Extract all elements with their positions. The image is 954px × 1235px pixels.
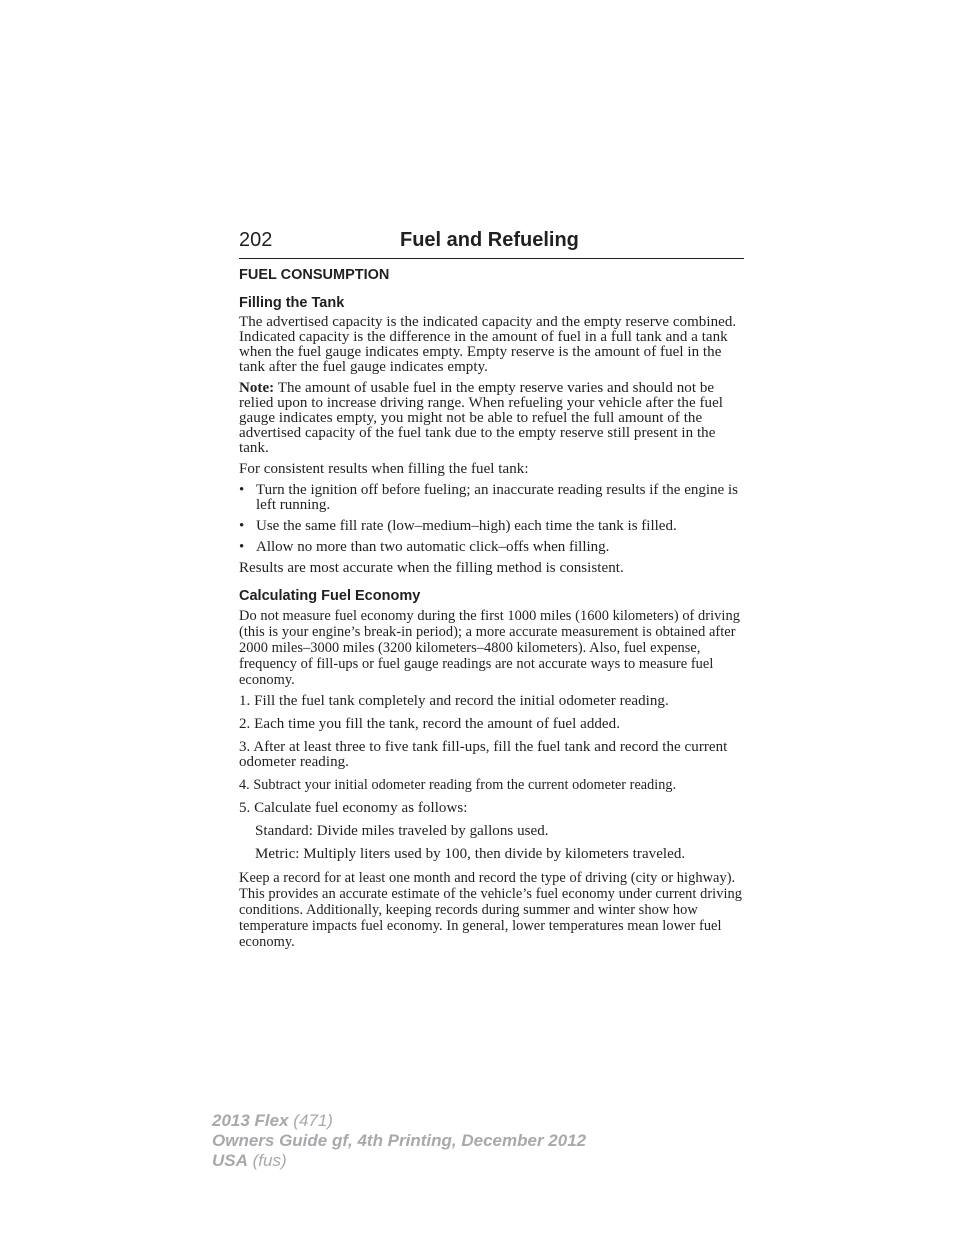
step-4: 4. Subtract your initial odometer reading from the current odometer reading. xyxy=(239,777,677,793)
bullet-icon: • xyxy=(239,539,245,555)
list-item: • Allow no more than two automatic click–offs when filling. xyxy=(239,539,610,555)
closing-paragraph: Keep a record for at least one month and record the type of driving (city or highway). This provides an accurate estimate of the vehicle’s fuel economy under current driving conditions. Additionally, keeping records during summer and winter show how temperature impacts fuel economy. In general, lower temperatures mean lower fuel economy. xyxy=(239,870,742,950)
note-label: Note: xyxy=(239,380,275,396)
list-item: • Turn the ignition off before fueling; an inaccurate reading results if the engine is left running. xyxy=(239,482,738,513)
standard-formula: Standard: Divide miles traveled by gallons used. xyxy=(255,823,549,839)
footer-line-1: 2013 Flex (471) xyxy=(212,1111,333,1130)
footer-line-2: Owners Guide gf, 4th Printing, December 2012 xyxy=(212,1131,587,1150)
filling-intro: For consistent results when filling the fuel tank: xyxy=(239,461,529,477)
bullet-icon: • xyxy=(239,482,245,498)
list-item: • Use the same fill rate (low–medium–high) each time the tank is filled. xyxy=(239,518,677,534)
bullet-icon: • xyxy=(239,518,245,534)
page-number: 202 xyxy=(239,229,273,251)
page-footer xyxy=(212,1111,586,1171)
page-header xyxy=(239,229,744,259)
section-title: FUEL CONSUMPTION xyxy=(239,267,390,283)
chapter-title: Fuel and Refueling xyxy=(400,229,579,251)
step-5: 5. Calculate fuel economy as follows: xyxy=(239,800,468,816)
filling-paragraph: The advertised capacity is the indicated capacity and the empty reserve combined. Indicated capacity is the difference in the amount of fuel in a full tank and a tank when the fuel gauge indicates empty. Empty reserve is the amount of fuel in the tank after the fuel gauge indicates empty. xyxy=(239,314,737,375)
note-text: The amount of usable fuel in the empty reserve varies and should not be relied upon to increase driving range. When refueling your vehicle after the fuel gauge indicates empty, you might not be able to refuel the full amount of the advertised capacity of the fuel tank due to the empty reserve still present in the tank. xyxy=(239,380,723,456)
filling-heading: Filling the Tank xyxy=(239,295,345,311)
calculating-intro: Do not measure fuel economy during the first 1000 miles (1600 kilometers) of driving (this is your engine’s break-in period); a more accurate measurement is obtained after 2000 miles–3000 miles (3200 kilometers–4800 kilometers). Also, fuel expense, frequency of fill-ups or fuel gauge readings are not accurate ways to measure fuel economy. xyxy=(239,608,740,688)
metric-formula: Metric: Multiply liters used by 100, then divide by kilometers traveled. xyxy=(255,846,686,862)
step-3: 3. After at least three to five tank fill-ups, fill the fuel tank and record the current odometer reading. xyxy=(239,739,728,770)
step-2: 2. Each time you fill the tank, record the amount of fuel added. xyxy=(239,716,620,732)
manual-page xyxy=(239,229,744,956)
step-1: 1. Fill the fuel tank completely and record the initial odometer reading. xyxy=(239,693,669,709)
filling-result: Results are most accurate when the filling method is consistent. xyxy=(239,560,624,576)
calculating-heading: Calculating Fuel Economy xyxy=(239,588,421,604)
filling-bullet-list xyxy=(239,483,744,555)
footer-line-3: USA (fus) xyxy=(212,1151,287,1170)
note-paragraph xyxy=(239,381,744,456)
